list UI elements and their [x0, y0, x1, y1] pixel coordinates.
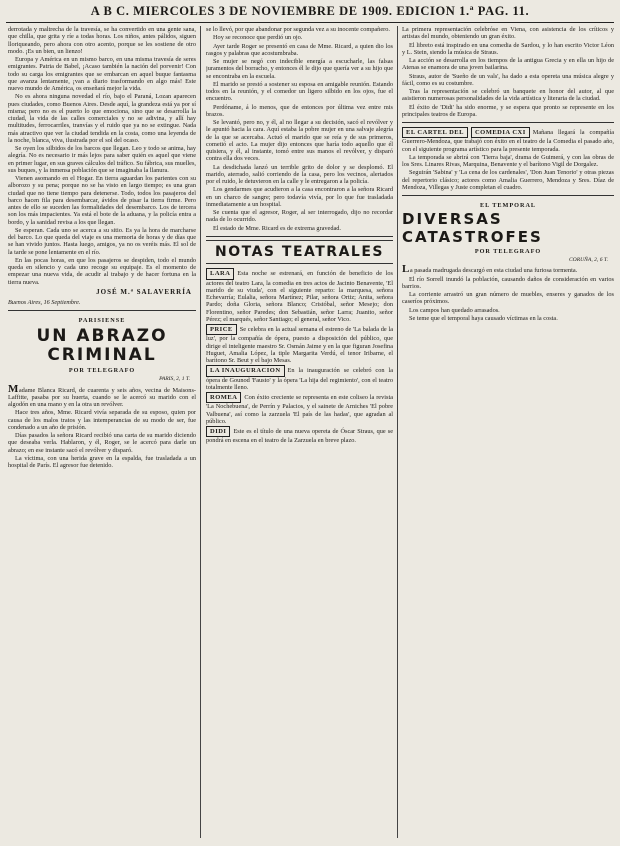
disasters-lead-text: a pasada madrugada descargó en esta ciudad una furiosa tormenta. — [409, 267, 578, 275]
section-divider — [206, 236, 393, 241]
article-paragraph: Días pasados la señora Ricard recibió una carta de su marido diciendo que deseaba verla. Hablaron, y él, Roger, se le acercó para darle un abrazo; en ese instante sacó el revólver y disparó. — [8, 432, 196, 454]
col3-paragraph: Straus, autor de 'Sueño de un vals', ha dado a esta opereta una música alegre y fácil, como es su costumbre. — [402, 72, 614, 87]
theatre-item — [206, 365, 393, 391]
col2-paragraph: Se cuenta que el agresor, Roger, al ser interrogado, dijo no recordar nada de lo ocurrido. — [206, 209, 393, 224]
theatre-item — [206, 268, 393, 323]
column-1 — [8, 26, 196, 838]
col2-paragraph: El estado de Mme. Ricard es de extrema gravedad. — [213, 224, 341, 232]
theatre-label: PRICE — [206, 324, 237, 335]
theatre-text: En la inauguración se celebró con la ópera de Gounod 'Fausto' y la ópera 'La hija del regimiento', con el teatro totalmente lleno. — [206, 367, 393, 391]
article-lead-paragraph — [8, 382, 196, 409]
col2-paragraph: Se levantó, pero no, y él, al no llegar a su decisión, sacó el revólver y le apuntó hacia la cara. Aquí estaba la pobre mujer en una salvaje alegría de la que se acercaba. Actuó el marido que se reía y de sus primeros, cometió el acto. La mujer dijo entonces que haría todo aquello que él quisiera, y él, al instante, tomó entre sus manos el revólver, y disparó contra ella dos veces. — [206, 119, 393, 163]
disasters-dateline: CORUÑA, 2, 6 T. — [568, 257, 608, 263]
col3-paragraph: La acción se desarrolla en los tiempos de la antigua Grecia y en ella un hijo de Atenas se enamora de una joven bailarina. — [402, 57, 614, 72]
theatre-text: Con éxito creciente se representa en este coliseo la revista 'La Nochebuena', de Perrín y Palacios, y el sainete de Arniches 'El pobre Valbuena', así como la zarzuela 'El país de las hadas', que agradan al público. — [206, 394, 393, 425]
col1-paragraph: No es ahora ninguna novedad el río, bajo el Paraná, Lozan aparecen pues ciudades, como Buenos Aires. Desde aquí, la grandeza está ya por sí misma; pero no es el puerto lo que emociona, sino que se desarrolla la ciudad, la vida de las calles comerciales y no se adivina, y allí hay multitudes, ferrocarriles, tranvías y el ruido que ya no se extingue. Nada más atractivo que ver la ciudad tendida en la costa, como una leyenda de la noche, blanca, viva, ilustrada por el sol del ocaso. — [8, 93, 196, 144]
theatre-label: DIDI — [206, 426, 230, 437]
cartel-sublabel: COMEDIA CXI — [471, 127, 530, 138]
col1-paragraph: derrotada y maltrecha de la travesía, se ha convertido en una gente sana, que chilla, que grita y ríe a todas horas. Los niños, antes pálidos, siguen lloriqueando, pero ahora con otro acento, porque se les sostiene de otro modo. ¡Es un bien, un lienzo! — [8, 26, 196, 55]
drop-cap: M — [8, 382, 19, 395]
col1-paragraph: Se oyen los silbidos de los barcos que llegan. Leo y todo se anima, hay alegría. No es necesario ir más lejos para saber quién es aquel que viene en primer lugar, en sus graves cálculos del tráfico. Su fábrica, sus muelles, sus buques, y la inmensa población que se imaginaba la llanura. — [8, 145, 196, 174]
cartel-item — [402, 127, 614, 153]
col3-paragraph: Tras la representación se celebró un banquete en honor del autor, al que asistieron numerosas personalidades de la vida artística y literaria de la ciudad. — [402, 88, 614, 103]
theatre-label: LARA — [206, 268, 234, 279]
col1-paragraph: Vienen asomando en el Hogar. En tierra aguardan los parientes con su alborozo y su pena; porque no se ha visto en largo tiempo; es una gran ciudad que no tiene tiempo para detenerse. Todo, todos los pasajeros del barco hacen fila para desembarcar, ávidos de pisar la tierra firme. Pero antes de ello se suceden las formalidades del desembarco. Los de tercera son los más impacientes. Ya está el bote de la aduana, y la policía entra a bordo, y la sanidad revisa a los que llegan. — [8, 175, 196, 226]
theatre-item — [206, 426, 393, 445]
cartel-label: EL CARTEL DEL — [402, 127, 468, 138]
theatre-item — [206, 392, 393, 425]
col2-paragraph: se lo llevó, por que abandonar por segunda vez a su inocente compañero. — [206, 26, 390, 33]
article-lead-text: adame Blanca Ricard, de cuarenta y seis años, vecina de Maisons-Laffitte, pasaba por su huerta, cuando se le acercó su marido con el algodón en una mano y en la otra un revólver. — [8, 386, 196, 409]
col3-paragraph: La primera representación celebróse en Viena, con asistencia de los críticos y artistas del mundo, obteniendo un gran éxito. — [402, 26, 614, 41]
col3-paragraph: El libreto está inspirado en una comedia de Sardou, y lo han escrito Victor Léon y L. Stein, siendo la música de Straus. — [402, 41, 614, 56]
disasters-headline-line2: CATASTROFES — [402, 228, 543, 246]
article-headline-line2: CRIMINAL — [47, 345, 157, 366]
section-label: EL TEMPORAL — [479, 202, 537, 209]
section-divider — [402, 122, 614, 123]
cartel-paragraph: Seguirán 'Sabina' y 'La cena de los cardenales', 'Don Juan Tenorio' y otras piezas del repertorio clásico; actores como Amalia Guerrero, Mendoza y Sres. Díaz de Mendoza, Villegas y Juste completan el cuadro. — [402, 169, 614, 191]
disasters-lead-paragraph — [402, 263, 614, 276]
column-3 — [402, 26, 614, 838]
col3-paragraph: El éxito de 'Didi' ha sido enorme, y se espera que pronto se represente en los principales teatros de Europa. — [402, 103, 614, 118]
dateline: Buenos Aires, 16 Septiembre. — [8, 299, 81, 306]
author-signature: JOSÉ M.ª SALAVERRÍA — [96, 287, 192, 296]
col2-paragraph: Hoy se reconoce que perdió un ojo. — [213, 34, 303, 42]
section-divider — [206, 263, 393, 264]
column-divider-2 — [397, 26, 398, 838]
article-headline-line1: UN ABRAZO — [36, 325, 168, 346]
theatre-text: Este es el título de una nueva opereta de Óscar Straus, que se pondrá en escena en el teatro de la Zarzuela en breve plazo. — [206, 428, 393, 445]
section-divider — [8, 310, 196, 311]
theatre-label: LA INAUGURACION — [206, 365, 285, 376]
theatre-label: ROMEA — [206, 392, 241, 403]
col2-paragraph: El marido se prestó a sostener su esposa en amigable reunión. Estando todos en la reunión, y el comedor un ligero silbido en los ojos, fue el encuentro. — [206, 80, 393, 103]
section-divider — [402, 195, 614, 196]
disasters-subhead: POR TELEGRAFO — [474, 247, 542, 255]
col1-paragraph: En las pocas horas, en que los pasajeros se despiden, todo el mundo queda en silencio y cada uno recoge su equipaje. Es el momento de empezar una nueva vida, de acudir al trabajo y de hacer fortuna en la tierra nueva. — [8, 256, 196, 286]
theatre-item — [206, 324, 393, 364]
section-label: PARISIENSE — [78, 317, 126, 325]
col2-paragraph: Ayer tarde Roger se presentó en casa de Mme. Ricard, a quien dio los rasgos y palabras que acostumbraba. — [206, 42, 393, 57]
theatre-text: Esta noche se estrenará, en función de beneficio de los actores del teatro Lara, la comedia en tres actos de Jacinto Benavente, 'El marido de su viuda', con el siguiente reparto: la marquesa, señora Echevarría; Eulalia, señora Martínez; Pilar, señora Ortiz; Anita, señora Pardo; doña Gloria, señora Blanco; Cristóbal, señor Mesejo; don Florentino, señor Paredes; don Sebastián, señor Larra; Juanito, señor Pérez; el marqués, señor Santiago; el general, señor Vico. — [206, 270, 393, 323]
masthead: A B C. MIERCOLES 3 DE NOVIEMBRE DE 1909. EDICION 1.ª PAG. 11. — [90, 4, 530, 18]
theatre-headline: NOTAS TEATRALES — [215, 243, 384, 260]
article-subhead: POR TELEGRAFO — [68, 367, 136, 375]
cartel-text: Mañana llegará la compañía Guerrero-Mendoza, que trabajó con éxito en el teatro de la Comedia el pasado año, con el siguiente programa artístico para la presente temporada. — [402, 129, 614, 153]
column-2 — [206, 26, 393, 838]
col2-paragraph: Perdóname, á lo menos, que de entonces por última vez entre mis brazos. — [206, 103, 393, 118]
theatre-text: Se celebra en la actual semana el estreno de 'La balada de la luz', por la compañía de ópera, puesto a disposición del público, que dirige el inteligente maestro Sr. Osmán Jaime y en la que figuran Josefina Huguet, Amalia López, la tiple Margarita Verdú, el tenor Iribarne, el barítono Sr. Beut y el bajo Mesas. — [206, 326, 393, 365]
article-dateline: PARIS, 2, 1 T. — [159, 376, 190, 383]
cartel-paragraph: La temporada se abrirá con 'Tierra baja', drama de Guimerá, y con las obras de los Sres. Linares Rivas, Marquina, Benavente y el barítono Vigil de Dorgalez. — [402, 153, 614, 168]
disasters-paragraph: Se teme que el temporal haya causado víctimas en la costa. — [409, 314, 558, 322]
article-paragraph: Hace tres años, Mme. Ricard vivía separada de su esposo, quien por causa de los malos tratos y las intemperancias de su modo de ser, fue condenado a un año de prisión. — [8, 409, 196, 431]
header-rule — [6, 22, 614, 23]
col2-paragraph: La desdichada lanzó un terrible grito de dolor y se desplomó. El marido, aterrado, salió corriendo de la casa, pero los vecinos, alertados por el ruido, le detuvieron en la calle y le entregaron a la policía. — [206, 163, 393, 185]
col2-paragraph: Los gendarmes que acudieron a la casa encontraron a la señora Ricard en un charco de sangre; pero todavía vivía, por lo que fue trasladada inmediatamente a un hospital. — [206, 186, 393, 208]
col1-paragraph: Se esperan. Cada uno se acerca a su sitio. Es ya la hora de marcharse del barco. Lo que queda del viaje es una memoria de horas y de días que se han vivido juntos. Hasta luego, amigos, ya no os veréis más. El sol de la tarde se pone lentamente en el río. — [8, 226, 196, 256]
disasters-paragraph: Los campos han quedado arrasados. — [409, 306, 500, 314]
column-divider-1 — [200, 26, 201, 838]
article-paragraph: La víctima, con una herida grave en la espalda, fue trasladada a un hospital de París. El agresor fue detenido. — [8, 454, 196, 470]
disasters-paragraph: La corriente arrastró un gran número de muebles, enseres y ganados de los caseríos próximos. — [402, 291, 614, 306]
col2-paragraph: Se mujer se negó con indecible energía a escucharle, las falsas juramentos del borracho, y entonces él le dijo que quería ver a su hijo que se encontraba en la escuela. — [206, 58, 393, 80]
disasters-paragraph: El río Sorrell inundó la población, causando daños de consideración en varios barrios. — [402, 275, 614, 290]
col1-paragraph: Europa y América en un mismo barco, en una misma travesía de seres emigrantes. Patria de Babel, ¡Acaso también la nación del porvenir! Con todo su carga los emigrantes que se embarcan en aquel buque fantasma que avanza lentamente, ¡van a diario trasformando en algo más! Este nuevo mundo de América, os enseñará mejor la vida. — [8, 56, 196, 92]
disasters-headline-line1: DIVERSAS — [402, 210, 503, 229]
drop-cap: L — [402, 263, 410, 276]
